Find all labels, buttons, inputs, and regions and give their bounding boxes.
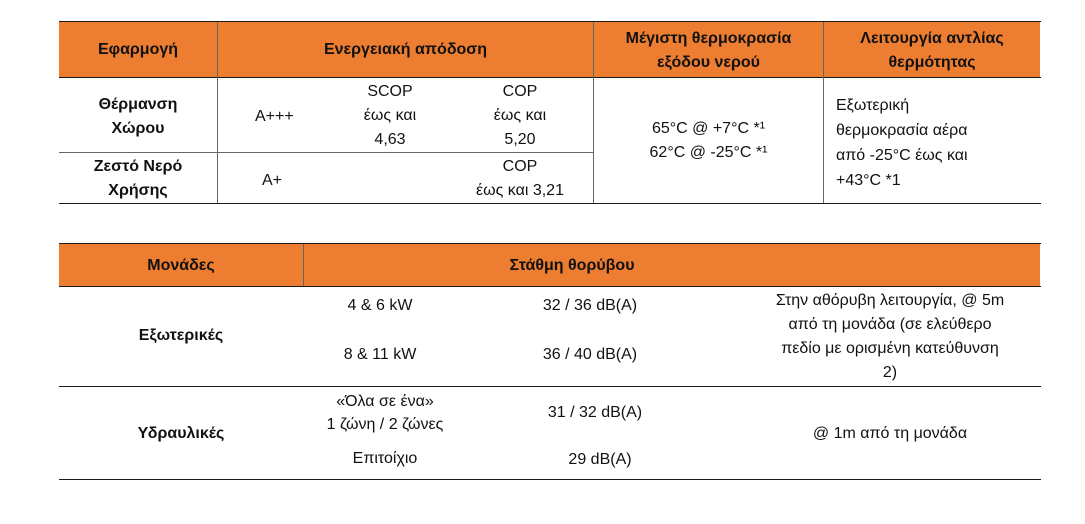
hydraulic-model-size: «Όλα σε ένα» 1 ζώνη / 2 ζώνες — [326, 393, 444, 433]
header-noise-level: Στάθμη θορύβου — [509, 257, 635, 274]
header-heat-pump-operation: Λειτουργία αντλίας θερμότητας — [860, 30, 1004, 71]
header-units: Μονάδες — [147, 257, 215, 274]
max-temp-values: 65°C @ +7°C *¹ 62°C @ -25°C *¹ — [649, 120, 768, 161]
outdoor-model-noise: 32 / 36 dB(A) — [542, 297, 638, 314]
hydraulic-noise-note: @ 1m από τη μονάδα — [812, 425, 968, 442]
hydraulic-model-size: Επιτοίχιο — [352, 450, 418, 467]
hot-water-rating: A+ — [262, 172, 283, 189]
header-max-water-temp: Μέγιστη θερμοκρασία εξόδου νερού — [625, 30, 792, 71]
outdoor-noise-note: Στην αθόρυβη λειτουργία, @ 5m από τη μονάδα (σε ελεύθερο πεδίο με ορισμένη κατεύθυνση 2) — [775, 292, 1005, 381]
hydraulic-model-noise: 29 dB(A) — [568, 451, 632, 468]
space-heating-rating: A+++ — [255, 108, 294, 125]
header-energy-efficiency: Ενεργειακή απόδοση — [323, 41, 488, 58]
hydraulic-units-label: Υδραυλικές — [137, 425, 225, 442]
hot-water-cop: COP έως και 3,21 — [476, 158, 564, 199]
space-heating-cop: COP έως και 5,20 — [493, 83, 547, 148]
row-hot-water-label: Ζεστό Νερό Χρήσης — [93, 158, 183, 199]
space-heating-scop: SCOP έως και 4,63 — [363, 83, 417, 148]
operation-range-text: Εξωτερική θερμοκρασία αέρα από -25°C έως και +43°C *1 — [836, 97, 968, 189]
outdoor-model-size: 4 & 6 kW — [347, 297, 413, 314]
outdoor-model-size: 8 & 11 kW — [343, 346, 417, 363]
header-application: Εφαρμογή — [97, 41, 179, 58]
row-space-heating-label: Θέρμανση Χώρου — [98, 96, 178, 137]
hydraulic-model-noise: 31 / 32 dB(A) — [547, 404, 643, 421]
outdoor-model-noise: 36 / 40 dB(A) — [542, 346, 638, 363]
outdoor-units-label: Εξωτερικές — [138, 327, 224, 344]
